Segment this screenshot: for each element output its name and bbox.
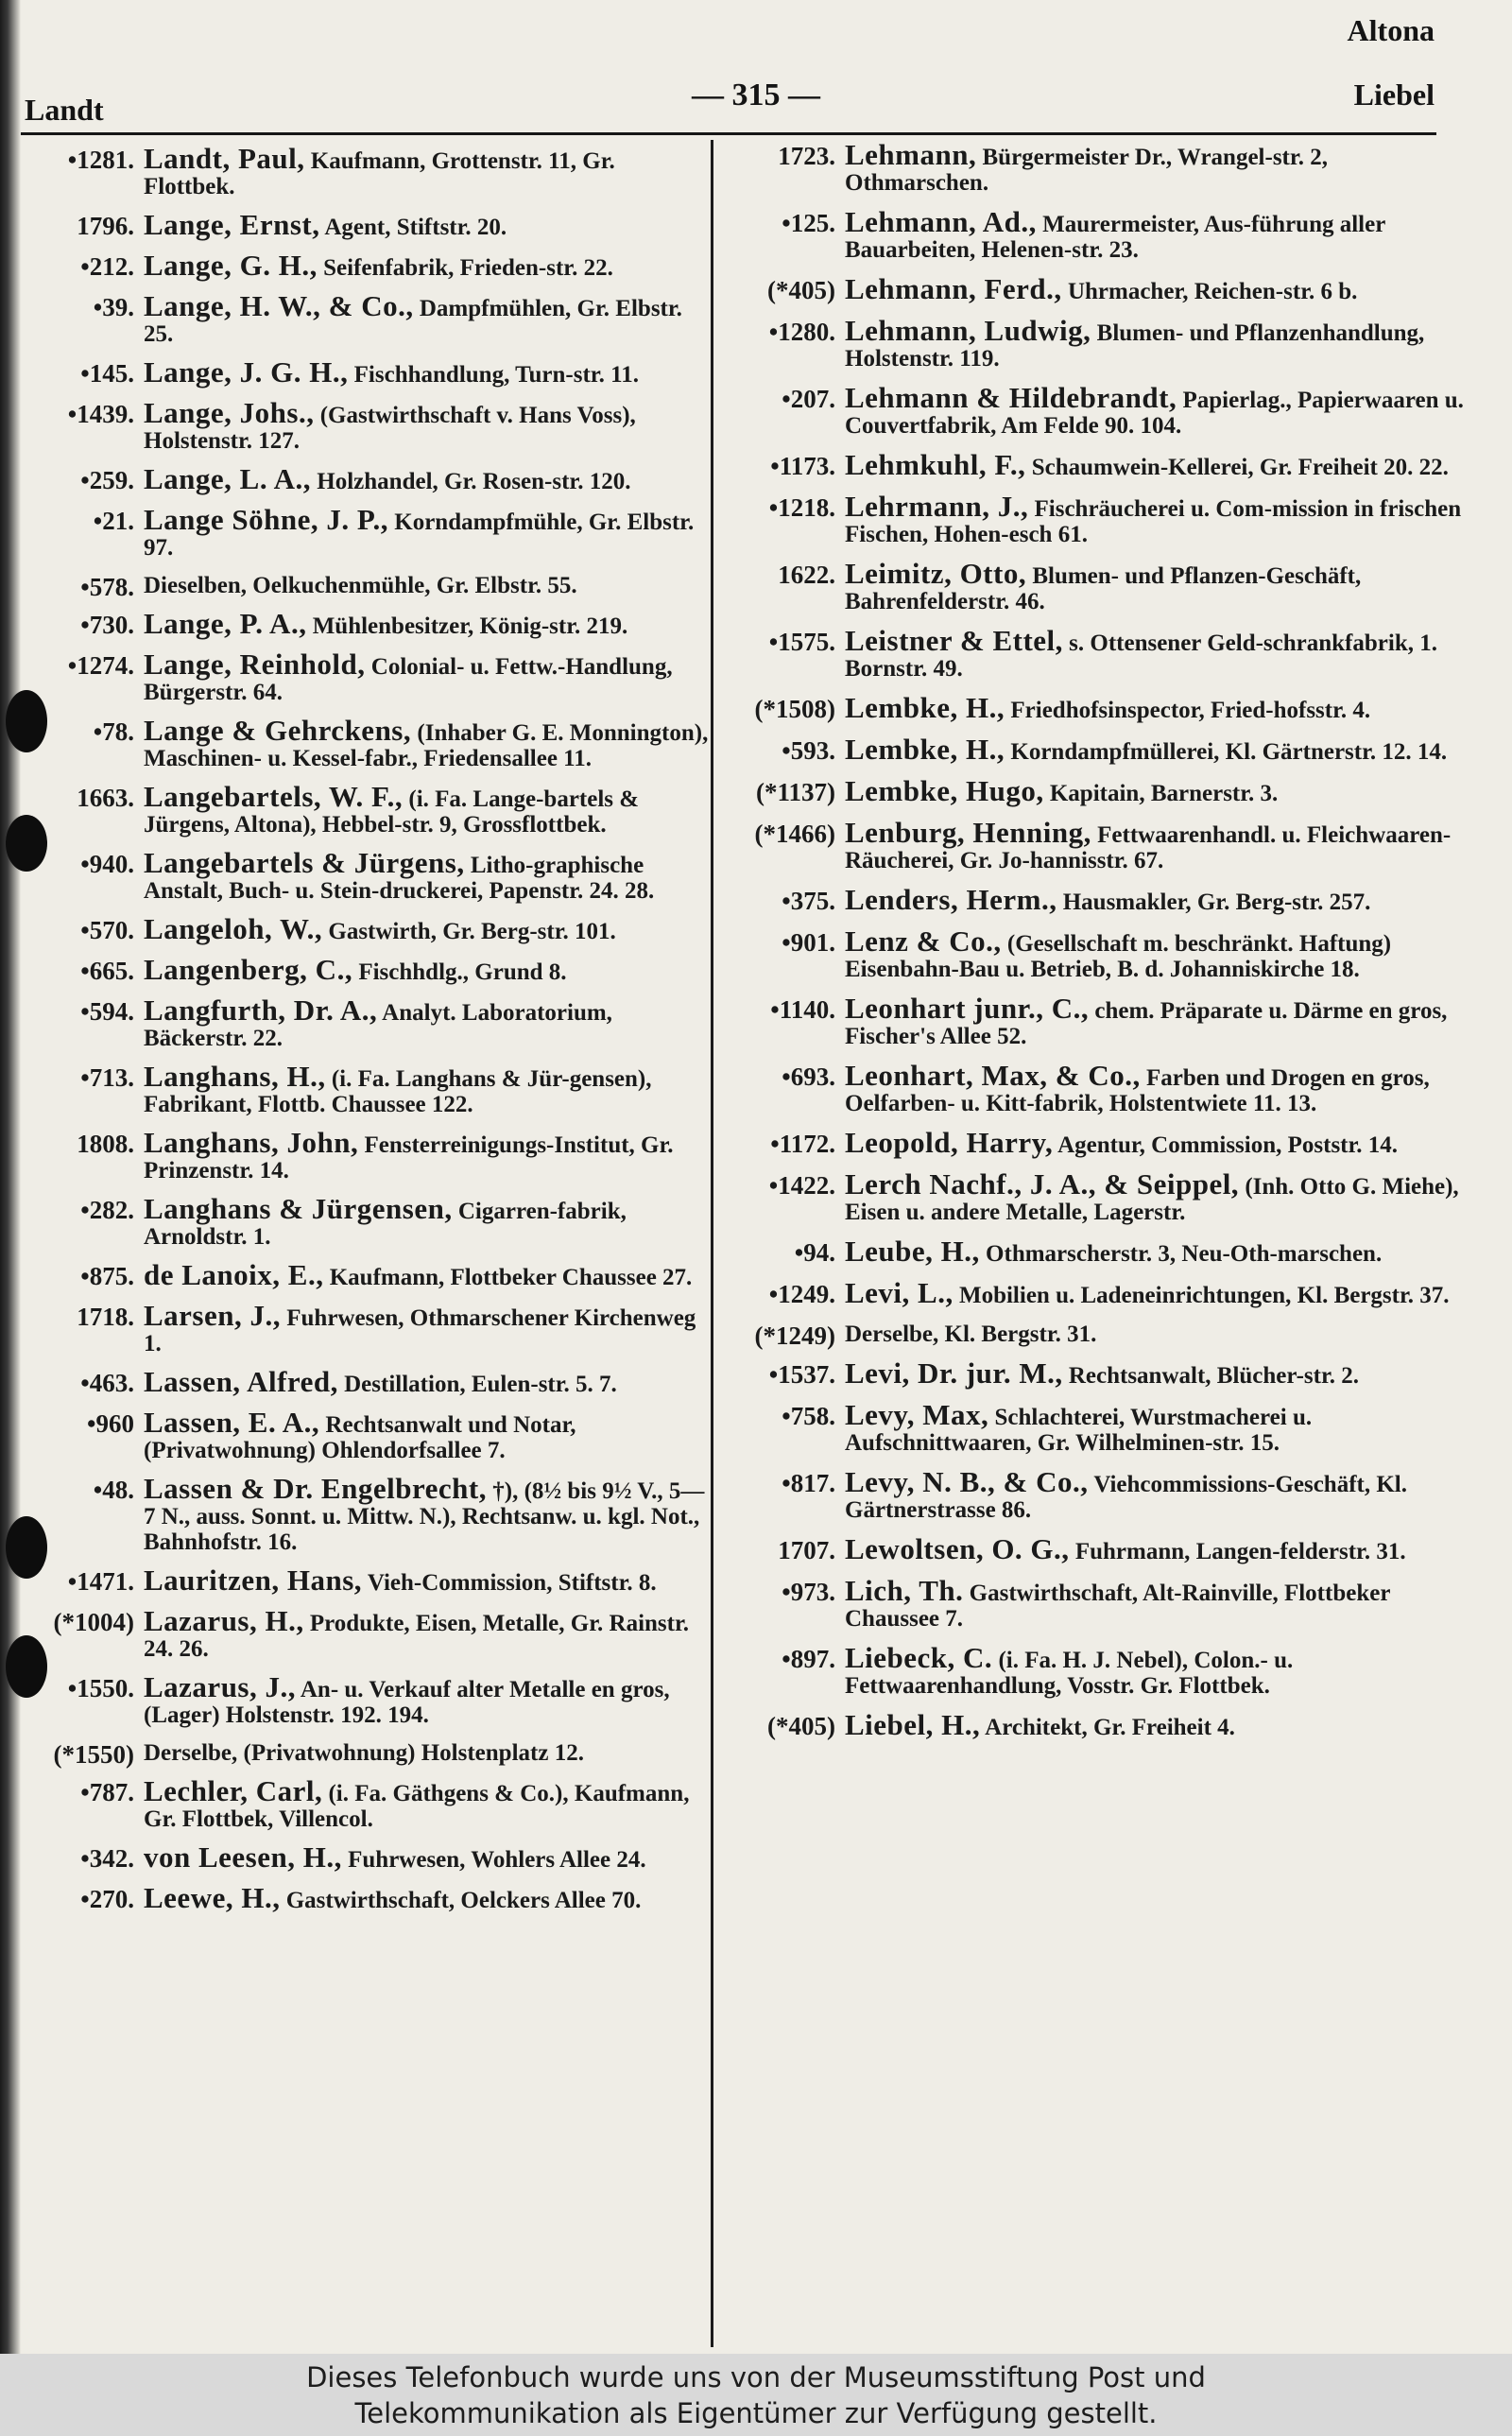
subscriber-name: Lerch Nachf., J. A., & Seippel,	[845, 1167, 1240, 1201]
phone-number: •973.	[782, 1578, 835, 1606]
phone-number: •817.	[782, 1469, 835, 1497]
subscriber-detail: Derselbe, (Privatwohnung) Holstenplatz 12.	[144, 1740, 584, 1766]
subscriber-detail: Gastwirthschaft, Oelckers Allee 70.	[285, 1888, 642, 1913]
directory-entry	[23, 249, 709, 282]
phone-number: •1249.	[768, 1280, 835, 1308]
subscriber-name: Lange, Ernst,	[144, 208, 320, 241]
phone-number: •1172.	[770, 1130, 835, 1158]
subscriber-name: Levy, N. B., & Co.,	[845, 1465, 1089, 1498]
directory-entry	[23, 1881, 709, 1914]
directory-entry	[724, 1465, 1470, 1523]
subscriber-name: Langfurth, Dr. A.,	[144, 993, 378, 1027]
subscriber-detail: Cigarren-fabrik, Arnoldstr. 1.	[144, 1199, 627, 1250]
subscriber-name: Lange, J. G. H.,	[144, 355, 349, 389]
phone-number: •1281.	[67, 146, 134, 174]
subscriber-name: Langebartels & Jürgens,	[144, 846, 465, 879]
directory-entry	[23, 462, 709, 495]
subscriber-detail: (Gesellschaft m. beschränkt. Haftung) Eisenbahn-Bau u. Betrieb, B. d. Johanniskirche 18.	[845, 931, 1392, 982]
directory-entry	[724, 490, 1470, 547]
subscriber-detail: Analyt. Laboratorium, Bäckerstr. 22.	[144, 1000, 612, 1051]
subscriber-name: Lassen, E. A.,	[144, 1406, 320, 1439]
phone-number: 1718.	[77, 1303, 134, 1331]
region-header: Altona	[1347, 13, 1435, 47]
left-column	[23, 142, 709, 2349]
last-entry-header: Liebel	[1353, 78, 1435, 112]
directory-entry	[724, 381, 1470, 439]
subscriber-name: de Lanoix, E.,	[144, 1258, 324, 1291]
phone-number: •207.	[782, 385, 835, 413]
subscriber-detail: †), (8½ bis 9½ V., 5—7 N., auss. Sonnt. u. Mittw. N.), Rechtsanw. u. kgl. Not., Bahnhofstr. 16.	[144, 1478, 705, 1555]
directory-entry	[23, 208, 709, 241]
subscriber-name: Lange, P. A.,	[144, 607, 307, 640]
directory-entry	[23, 953, 709, 986]
subscriber-name: Leonhart junr., C.,	[845, 992, 1090, 1025]
subscriber-name: Lange, Reinhold,	[144, 648, 366, 681]
subscriber-detail: Destillation, Eulen-str. 5. 7.	[344, 1372, 617, 1397]
subscriber-name: Lehmann, Ad.,	[845, 205, 1037, 238]
subscriber-name: Levi, Dr. jur. M.,	[845, 1356, 1063, 1390]
subscriber-name: Leistner & Ettel,	[845, 624, 1063, 657]
directory-entry	[724, 1708, 1470, 1741]
directory-entry	[724, 142, 1470, 196]
subscriber-name: Lehmkuhl, F.,	[845, 448, 1026, 481]
subscriber-name: Lembke, H.,	[845, 733, 1005, 766]
directory-entry	[724, 883, 1470, 916]
subscriber-detail: Viehcommissions-Geschäft, Kl. Gärtnerstrasse 86.	[845, 1472, 1408, 1523]
subscriber-detail: (Gastwirthschaft v. Hans Voss), Holstenstr. 127.	[144, 403, 636, 454]
subscriber-name: Lenders, Herm.,	[845, 883, 1057, 916]
subscriber-name: Langenberg, C.,	[144, 953, 353, 986]
phone-number: •1280.	[768, 318, 835, 346]
phone-number: •940.	[80, 850, 134, 878]
subscriber-name: Langebartels, W. F.,	[144, 780, 404, 813]
directory-entry	[23, 1060, 709, 1117]
directory-entry	[23, 607, 709, 640]
directory-entry	[23, 1258, 709, 1291]
directory-entry	[23, 780, 709, 838]
directory-entry	[724, 205, 1470, 263]
subscriber-detail: Friedhofsinspector, Fried-hofsstr. 4.	[1010, 698, 1371, 723]
phone-number: •901.	[782, 928, 835, 957]
directory-entry	[23, 648, 709, 705]
phone-number: •758.	[782, 1402, 835, 1430]
directory-entry	[23, 1192, 709, 1250]
first-entry-header: Landt	[25, 93, 104, 127]
subscriber-name: Lehmann, Ferd.,	[845, 272, 1062, 305]
directory-entry	[23, 396, 709, 454]
phone-number: •1422.	[768, 1171, 835, 1200]
directory-entry	[23, 1299, 709, 1356]
subscriber-name: Leewe, H.,	[144, 1881, 281, 1914]
directory-entry	[724, 924, 1470, 982]
subscriber-detail: Fuhrwesen, Othmarschener Kirchenweg 1.	[144, 1305, 696, 1356]
subscriber-name: Leonhart, Max, & Co.,	[845, 1059, 1141, 1092]
subscriber-detail: Fettwaarenhandl. u. Fleichwaaren-Räucherei, Gr. Jo-hannisstr. 67.	[845, 822, 1452, 873]
phone-number: 1622.	[778, 561, 835, 589]
directory-entry	[23, 355, 709, 389]
phone-number: •48.	[93, 1476, 134, 1504]
subscriber-detail: Architekt, Gr. Freiheit 4.	[985, 1715, 1235, 1740]
directory-entry	[23, 1840, 709, 1874]
subscriber-name: Lassen, Alfred,	[144, 1365, 338, 1398]
subscriber-detail: Mühlenbesitzer, König-str. 219.	[312, 613, 628, 639]
subscriber-detail: Agent, Stiftstr. 20.	[324, 215, 507, 240]
subscriber-detail: Hausmakler, Gr. Berg-str. 257.	[1062, 890, 1371, 915]
subscriber-detail: Agentur, Commission, Poststr. 14.	[1057, 1132, 1399, 1158]
phone-number: •1218.	[768, 493, 835, 522]
phone-number: •270.	[80, 1885, 134, 1913]
phone-number: •594.	[80, 997, 134, 1026]
phone-number: •463.	[80, 1369, 134, 1397]
subscriber-name: Lehmann,	[845, 142, 977, 171]
directory-entry	[23, 1670, 709, 1728]
phone-number: •960	[87, 1409, 134, 1438]
phone-number: •1537.	[768, 1360, 835, 1389]
subscriber-detail: Kaufmann, Grottenstr. 11, Gr. Flottbek.	[144, 148, 615, 199]
phone-number: •875.	[80, 1262, 134, 1290]
phone-number: •713.	[80, 1063, 134, 1092]
page-number: — 315 —	[692, 78, 820, 112]
subscriber-name: Liebeck, C.	[845, 1641, 993, 1674]
subscriber-detail: Colonial- u. Fettw.-Handlung, Bürgerstr. 64.	[144, 654, 673, 705]
subscriber-detail: s. Ottensener Geld-schrankfabrik, 1. Bornstr. 49.	[845, 631, 1437, 682]
subscriber-name: Lange Söhne, J. P.,	[144, 503, 388, 536]
phone-number: •21.	[93, 507, 134, 535]
subscriber-detail: Rechtsanwalt, Blücher-str. 2.	[1068, 1363, 1359, 1389]
phone-number: (*1550)	[53, 1740, 134, 1769]
directory-entry	[23, 1604, 709, 1662]
subscriber-detail: Rechtsanwalt und Notar, (Privatwohnung) Ohlendorfsallee 7.	[144, 1412, 576, 1463]
directory-entry	[724, 1276, 1470, 1309]
phone-number: •1471.	[67, 1567, 134, 1596]
phone-number: (*1137)	[756, 778, 835, 806]
subscriber-name: Lewoltsen, O. G.,	[845, 1532, 1070, 1565]
subscriber-detail: An- u. Verkauf alter Metalle en gros, (Lager) Holstenstr. 192. 194.	[144, 1677, 670, 1728]
subscriber-name: Lehmann & Hildebrandt,	[845, 381, 1177, 414]
phone-number: •282.	[80, 1196, 134, 1224]
subscriber-name: Langhans & Jürgensen,	[144, 1192, 453, 1225]
subscriber-name: Larsen, J.,	[144, 1299, 281, 1332]
subscriber-name: Lassen & Dr. Engelbrecht,	[144, 1472, 487, 1505]
subscriber-detail: Dampfmühlen, Gr. Elbstr. 25.	[144, 296, 682, 347]
subscriber-name: Langhans, H.,	[144, 1060, 326, 1093]
subscriber-name: Lehrmann, J.,	[845, 490, 1029, 523]
phone-number: •342.	[80, 1844, 134, 1873]
phone-number: 1796.	[77, 212, 134, 240]
phone-number: •1140.	[770, 995, 835, 1024]
right-column	[724, 142, 1470, 2349]
phone-number: •570.	[80, 916, 134, 944]
subscriber-detail: (Inh. Otto G. Miehe), Eisen u. andere Metalle, Lagerstr.	[845, 1174, 1459, 1225]
phone-number: 1808.	[77, 1130, 134, 1158]
subscriber-detail: (i. Fa. Langhans & Jür-gensen), Fabrikant, Flottb. Chaussee 122.	[144, 1066, 652, 1117]
subscriber-detail: Othmarscherstr. 3, Neu-Oth-marschen.	[986, 1241, 1383, 1267]
phone-number: 1723.	[778, 142, 835, 170]
header-rule	[21, 132, 1436, 135]
directory-entry	[724, 992, 1470, 1049]
directory-entry	[23, 503, 709, 561]
directory-entry	[724, 624, 1470, 682]
subscriber-detail: chem. Präparate u. Därme en gros, Fischer's Allee 52.	[845, 998, 1448, 1049]
directory-entry	[23, 846, 709, 904]
phone-number: •897.	[782, 1645, 835, 1673]
phone-number: •78.	[93, 717, 134, 746]
directory-entry	[724, 1532, 1470, 1565]
subscriber-detail: Blumen- und Pflanzenhandlung, Holstenstr. 119.	[845, 320, 1425, 371]
subscriber-detail: Schlachterei, Wurstmacherei u. Aufschnittwaaren, Gr. Wilhelminen-str. 15.	[845, 1405, 1313, 1456]
phone-number: •593.	[782, 736, 835, 765]
subscriber-detail: Maurermeister, Aus-führung aller Bauarbeiten, Helenen-str. 23.	[845, 212, 1385, 263]
phone-number: 1707.	[778, 1536, 835, 1564]
subscriber-detail: Blumen- und Pflanzen-Geschäft, Bahrenfelderstr. 46.	[845, 563, 1362, 614]
phone-number: •145.	[80, 359, 134, 388]
directory-entry	[724, 1574, 1470, 1632]
subscriber-detail: Papierlag., Papierwaaren u. Couvertfabrik, Am Felde 90. 104.	[845, 388, 1464, 439]
directory-entry	[23, 573, 709, 601]
subscriber-detail: Fuhrwesen, Wohlers Allee 24.	[348, 1847, 646, 1873]
directory-entry	[23, 142, 709, 199]
phone-number: •1550.	[67, 1674, 134, 1702]
subscriber-detail: Dieselben, Oelkuchenmühle, Gr. Elbstr. 55.	[144, 573, 577, 598]
subscriber-detail: Fuhrmann, Langen-felderstr. 31.	[1074, 1539, 1406, 1564]
subscriber-name: Lembke, Hugo,	[845, 774, 1044, 807]
subscriber-detail: Korndampfmüllerei, Kl. Gärtnerstr. 12. 14.	[1010, 739, 1448, 765]
footer-line-2: Telekommunikation als Eigentümer zur Verfügung gestellt.	[354, 2397, 1158, 2429]
subscriber-name: Levi, L.,	[845, 1276, 954, 1309]
subscriber-detail: Vieh-Commission, Stiftstr. 8.	[367, 1570, 657, 1596]
subscriber-detail: Korndampfmühle, Gr. Elbstr. 97.	[144, 510, 695, 561]
directory-entry	[724, 1126, 1470, 1159]
subscriber-detail: Mobilien u. Ladeneinrichtungen, Kl. Bergstr. 37.	[958, 1283, 1450, 1308]
phone-number: •693.	[782, 1063, 835, 1091]
subscriber-detail: Uhrmacher, Reichen-str. 6 b.	[1067, 279, 1358, 304]
directory-entry	[724, 272, 1470, 305]
footer-line-1: Dieses Telefonbuch wurde uns von der Museumsstiftung Post und	[306, 2361, 1206, 2393]
subscriber-detail: Fischhandlung, Turn-str. 11.	[353, 362, 639, 388]
directory-entry	[724, 774, 1470, 807]
subscriber-name: von Leesen, H.,	[144, 1840, 342, 1874]
phone-number: (*1508)	[754, 695, 835, 723]
binding-edge	[0, 0, 21, 2354]
subscriber-name: Landt, Paul,	[144, 142, 305, 175]
subscriber-detail: (i. Fa. Lange-bartels & Jürgens, Altona), Hebbel-str. 9, Grossflottbek.	[144, 786, 640, 838]
subscriber-detail: (i. Fa. Gäthgens & Co.), Kaufmann, Gr. Flottbek, Villencol.	[144, 1781, 690, 1832]
subscriber-detail: Gastwirthschaft, Alt-Rainville, Flottbeker Chaussee 7.	[845, 1581, 1390, 1632]
subscriber-detail: Schaumwein-Kellerei, Gr. Freiheit 20. 22.	[1031, 455, 1449, 480]
phone-number: •94.	[794, 1238, 835, 1267]
subscriber-name: Lauritzen, Hans,	[144, 1564, 363, 1597]
directory-entry	[23, 714, 709, 771]
subscriber-name: Liebel, H.,	[845, 1708, 981, 1741]
phone-number: •665.	[80, 957, 134, 985]
directory-entry	[724, 733, 1470, 766]
subscriber-name: Lenz & Co.,	[845, 924, 1002, 958]
phone-number: (*405)	[767, 276, 835, 304]
subscriber-detail: Seifenfabrik, Frieden-str. 22.	[323, 255, 613, 281]
directory-entry	[724, 448, 1470, 481]
subscriber-name: Lenburg, Henning,	[845, 816, 1091, 849]
directory-entry	[23, 1406, 709, 1463]
subscriber-name: Lembke, H.,	[845, 691, 1005, 724]
directory-entry	[724, 557, 1470, 614]
directory-entry	[23, 912, 709, 945]
subscriber-detail: Litho-graphische Anstalt, Buch- u. Stein-druckerei, Papenstr. 24. 28.	[144, 853, 655, 904]
phone-number: •1173.	[770, 452, 835, 480]
subscriber-detail: Kapitain, Barnerstr. 3.	[1049, 781, 1279, 806]
phone-number: (*405)	[767, 1712, 835, 1740]
directory-entry	[724, 1322, 1470, 1350]
subscriber-name: Lange, L. A.,	[144, 462, 312, 495]
directory-entry	[724, 816, 1470, 873]
subscriber-name: Lazarus, J.,	[144, 1670, 296, 1703]
subscriber-detail: Fischhdlg., Grund 8.	[358, 959, 567, 985]
directory-entry	[724, 314, 1470, 371]
directory-entry	[724, 691, 1470, 724]
phone-number: (*1004)	[53, 1608, 134, 1636]
subscriber-detail: Derselbe, Kl. Bergstr. 31.	[845, 1322, 1097, 1347]
phone-number: •787.	[80, 1778, 134, 1806]
phone-number: •39.	[93, 293, 134, 321]
phone-number: •578.	[80, 573, 134, 601]
directory-entry	[724, 1398, 1470, 1456]
subscriber-name: Lazarus, H.,	[144, 1604, 304, 1637]
subscriber-name: Leopold, Harry,	[845, 1126, 1054, 1159]
subscriber-detail: Farben und Drogen en gros, Oelfarben- u. Kitt-fabrik, Holstentwiete 11. 13.	[845, 1065, 1430, 1116]
footer-note	[0, 2354, 1512, 2436]
subscriber-name: Langeloh, W.,	[144, 912, 323, 945]
subscriber-detail: (Inhaber G. E. Monnington), Maschinen- u. Kessel-fabr., Friedensallee 11.	[144, 720, 709, 771]
subscriber-detail: Bürgermeister Dr., Wrangel-str. 2, Othmarschen.	[845, 145, 1328, 196]
subscriber-name: Leimitz, Otto,	[845, 557, 1027, 590]
subscriber-detail: Kaufmann, Flottbeker Chaussee 27.	[329, 1265, 693, 1290]
directory-entry	[23, 1564, 709, 1597]
directory-entry	[724, 1641, 1470, 1699]
phone-number: •125.	[782, 209, 835, 237]
subscriber-name: Lange & Gehrckens,	[144, 714, 412, 747]
subscriber-detail: Fensterreinigungs-Institut, Gr. Prinzenstr. 14.	[144, 1132, 674, 1183]
subscriber-detail: Gastwirth, Gr. Berg-str. 101.	[328, 919, 616, 944]
subscriber-detail: Produkte, Eisen, Metalle, Gr. Rainstr. 24. 26.	[144, 1611, 690, 1662]
directory-entry	[23, 1126, 709, 1183]
subscriber-name: Lich, Th.	[845, 1574, 964, 1607]
phone-number: (*1249)	[754, 1322, 835, 1350]
subscriber-name: Leube, H.,	[845, 1235, 980, 1268]
phone-number: •730.	[80, 611, 134, 639]
phone-number: •212.	[80, 252, 134, 281]
subscriber-name: Lechler, Carl,	[144, 1774, 323, 1807]
column-divider	[711, 140, 713, 2347]
subscriber-name: Lange, Johs.,	[144, 396, 315, 429]
directory-entry	[724, 1235, 1470, 1268]
directory-entry	[23, 1365, 709, 1398]
subscriber-name: Langhans, John,	[144, 1126, 359, 1159]
directory-entry	[23, 993, 709, 1051]
phone-number: 1663.	[77, 784, 134, 812]
phone-number: •375.	[782, 887, 835, 915]
subscriber-name: Lange, H. W., & Co.,	[144, 289, 414, 322]
subscriber-name: Levy, Max,	[845, 1398, 989, 1431]
phone-number: •1439.	[67, 400, 134, 428]
subscriber-detail: Holzhandel, Gr. Rosen-str. 120.	[317, 469, 631, 494]
phone-number: (*1466)	[754, 820, 835, 848]
directory-entry	[724, 1356, 1470, 1390]
phone-number: •1575.	[768, 628, 835, 656]
directory-entry	[23, 1774, 709, 1832]
directory-entry	[23, 1740, 709, 1769]
subscriber-detail: Fischräucherei u. Com-mission in frischen Fischen, Hohen-esch 61.	[845, 496, 1462, 547]
directory-entry	[724, 1167, 1470, 1225]
directory-entry	[23, 289, 709, 347]
phone-number: •1274.	[67, 651, 134, 680]
directory-entry	[724, 1059, 1470, 1116]
phone-number: •259.	[80, 466, 134, 494]
subscriber-name: Lange, G. H.,	[144, 249, 318, 282]
subscriber-detail: (i. Fa. H. J. Nebel), Colon.- u. Fettwaarenhandlung, Vosstr. Gr. Flottbek.	[845, 1648, 1294, 1699]
subscriber-name: Lehmann, Ludwig,	[845, 314, 1091, 347]
directory-entry	[23, 1472, 709, 1555]
